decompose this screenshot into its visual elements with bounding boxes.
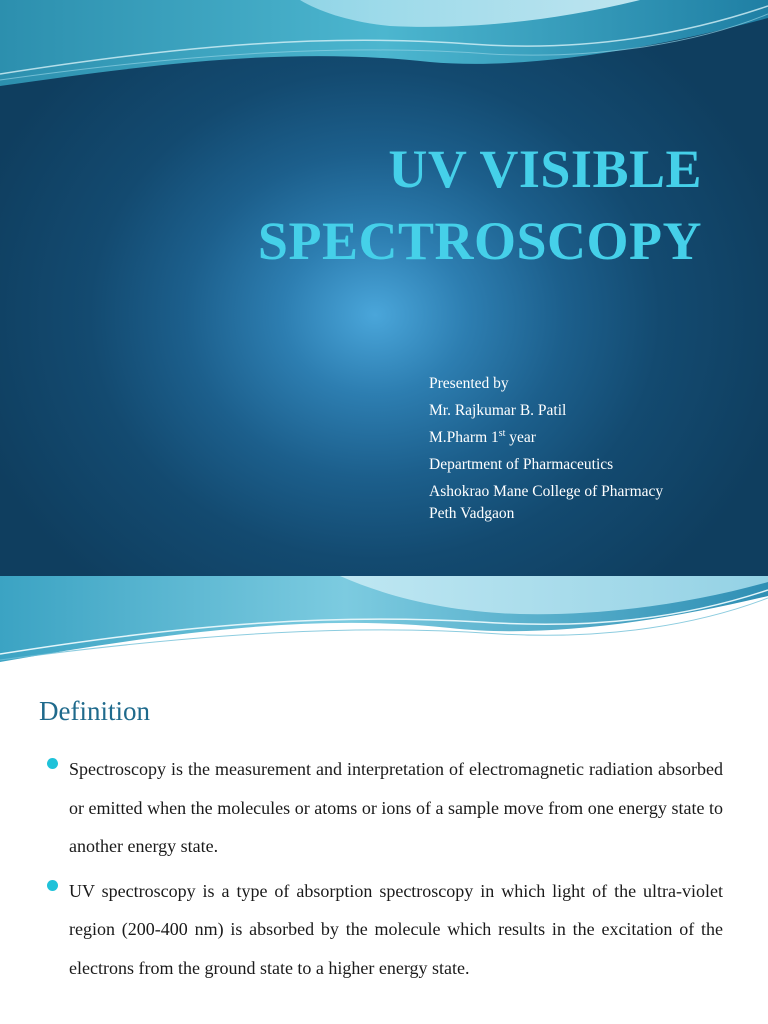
bullet-dot-icon	[47, 880, 58, 891]
presenter-place: Peth Vadgaon	[429, 505, 515, 522]
slide-title	[258, 133, 702, 277]
definition-slide	[0, 576, 768, 1024]
presenter-course	[429, 424, 663, 451]
presenter-college: Ashokrao Mane College of Pharmacy	[429, 483, 664, 500]
title-line-2: SPECTROSCOPY	[257, 211, 702, 271]
list-item	[43, 750, 723, 866]
presented-by-label: Presented by	[429, 375, 509, 392]
definition-wave-decoration	[0, 576, 768, 686]
title-line-1: UV VISIBLE	[388, 139, 702, 199]
definition-bullet-list	[43, 750, 723, 993]
presenter-department: Department of Pharmaceutics	[429, 456, 614, 473]
course-prefix: M.Pharm 1	[429, 429, 499, 446]
list-item	[43, 872, 723, 988]
course-superscript: st	[498, 428, 506, 439]
definition-heading: Definition	[39, 696, 150, 726]
bullet-text: UV spectroscopy is a type of absorption spectroscopy in which light of the ultra-violet region (200-400 nm) is absorbed by the molecule which results in the excitation of the electrons from the ground state to a higher energy state.	[69, 880, 723, 978]
course-suffix: year	[505, 429, 536, 446]
bullet-text: Spectroscopy is the measurement and interpretation of electromagnetic radiation absorbed or emitted when the molecules or atoms or ions of a sample move from one energy state to another energy state.	[69, 759, 723, 856]
presenter-info	[429, 370, 663, 526]
presenter-name: Mr. Rajkumar B. Patil	[429, 402, 567, 419]
bullet-dot-icon	[47, 758, 58, 769]
